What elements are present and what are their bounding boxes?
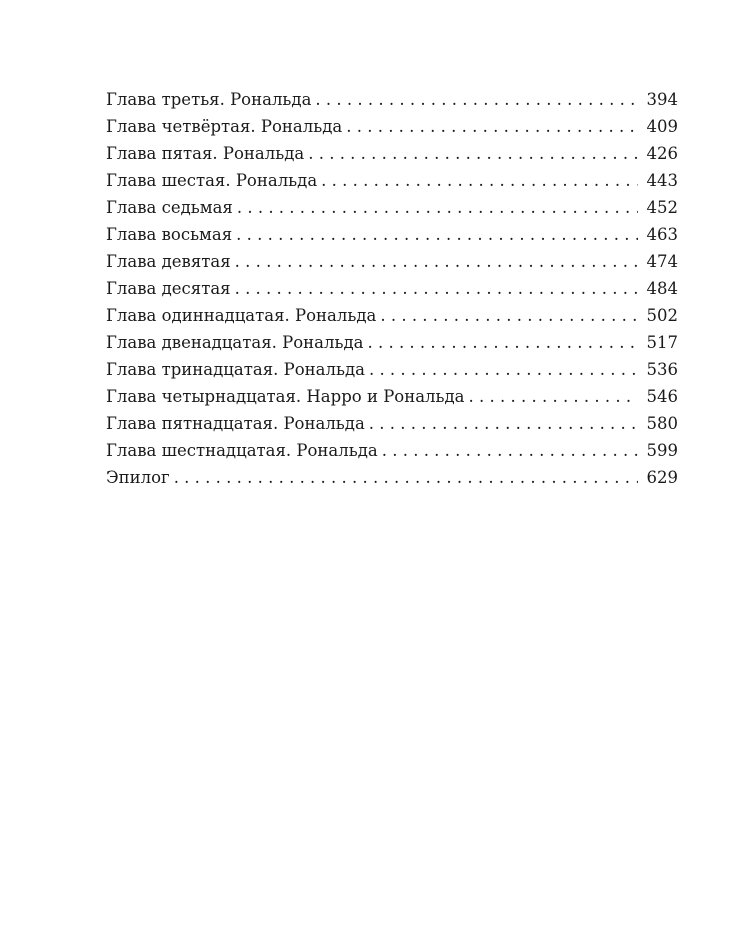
toc-entry-page: 394 [646, 90, 678, 109]
toc-dot-leader [174, 468, 638, 487]
toc-dot-leader [236, 225, 638, 244]
toc-dot-leader [235, 252, 638, 271]
toc-dot-leader [469, 387, 638, 406]
toc-entry-page: 463 [646, 225, 678, 244]
toc-entry-page: 474 [646, 252, 678, 271]
toc-entry [106, 360, 678, 387]
toc-entry [106, 387, 678, 414]
toc-entry-title: Глава шестнадцатая. Рональда [106, 441, 378, 460]
toc-entry-page: 502 [646, 306, 678, 325]
toc-entry [106, 171, 678, 198]
toc-dot-leader [237, 198, 638, 217]
toc-dot-leader [367, 333, 638, 352]
toc-entry-page: 629 [646, 468, 678, 487]
toc-entry [106, 279, 678, 306]
toc-entry [106, 252, 678, 279]
toc-entry-title: Глава четырнадцатая. Нарро и Рональда [106, 387, 465, 406]
toc-entry-page: 536 [646, 360, 678, 379]
toc-entry-page: 599 [646, 441, 678, 460]
toc-entry-title: Глава одиннадцатая. Рональда [106, 306, 377, 325]
toc-entry-page: 409 [646, 117, 678, 136]
toc-entry-page: 443 [646, 171, 678, 190]
toc-entry [106, 144, 678, 171]
toc-entry-page: 426 [646, 144, 678, 163]
toc-entry-title: Глава шестая. Рональда [106, 171, 318, 190]
toc-entry [106, 117, 678, 144]
toc-entry [106, 198, 678, 225]
toc-entry-title: Глава двенадцатая. Рональда [106, 333, 364, 352]
toc-entry-title: Глава четвёртая. Рональда [106, 117, 343, 136]
toc-entry-title: Глава девятая [106, 252, 231, 271]
toc-entry-title: Эпилог [106, 468, 170, 487]
toc-entry [106, 414, 678, 441]
toc-entry-title: Глава третья. Рональда [106, 90, 312, 109]
toc-entry [106, 333, 678, 360]
toc-entry-page: 452 [646, 198, 678, 217]
toc-dot-leader [308, 144, 638, 163]
toc-dot-leader [382, 441, 638, 460]
toc-entry-title: Глава пятнадцатая. Рональда [106, 414, 365, 433]
toc-dot-leader [369, 360, 638, 379]
toc-entry-title: Глава восьмая [106, 225, 233, 244]
toc-entry-title: Глава пятая. Рональда [106, 144, 305, 163]
toc-entry [106, 90, 678, 117]
toc-entry-page: 484 [646, 279, 678, 298]
toc-dot-leader [235, 279, 638, 298]
toc-entry-page: 580 [646, 414, 678, 433]
toc-entry-title: Глава тринадцатая. Рональда [106, 360, 365, 379]
toc-entry [106, 468, 678, 495]
toc-entry-page: 517 [646, 333, 678, 352]
toc-dot-leader [380, 306, 638, 325]
toc-entry [106, 225, 678, 252]
toc-entry-page: 546 [646, 387, 678, 406]
toc-entry-title: Глава седьмая [106, 198, 233, 217]
toc-dot-leader [369, 414, 638, 433]
toc-dot-leader [315, 90, 638, 109]
toc-dot-leader [321, 171, 638, 190]
toc-entry-title: Глава десятая [106, 279, 231, 298]
table-of-contents [106, 90, 678, 495]
toc-entry [106, 441, 678, 468]
toc-entry [106, 306, 678, 333]
toc-dot-leader [346, 117, 638, 136]
